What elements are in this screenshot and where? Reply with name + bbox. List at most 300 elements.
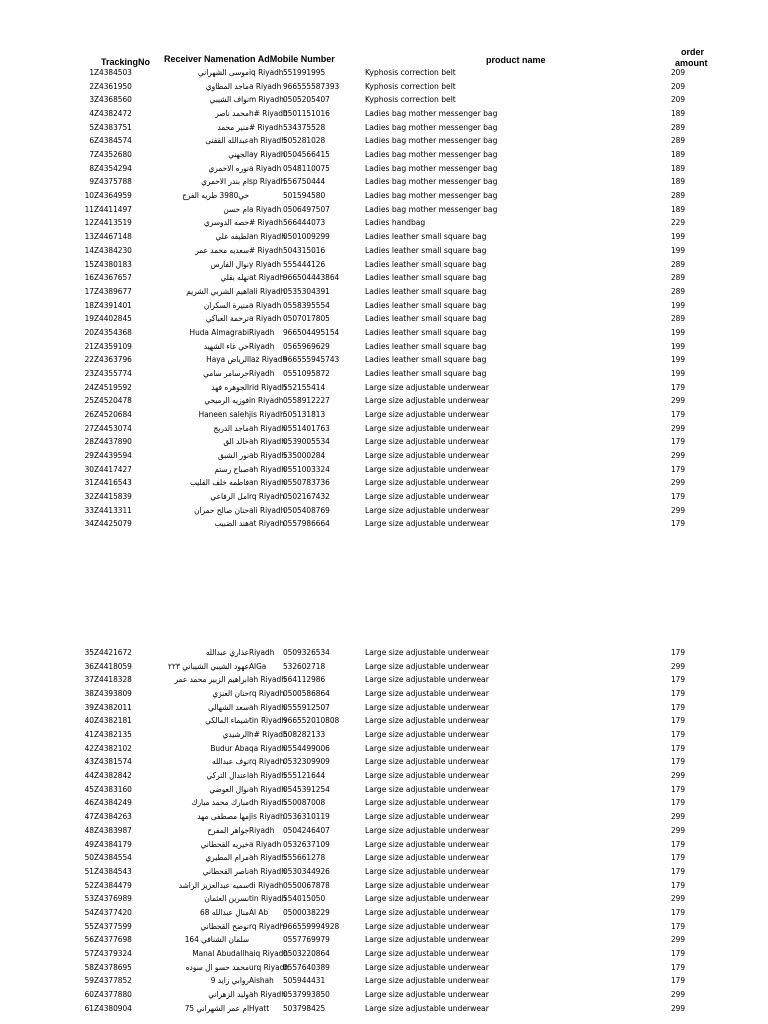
row-number: 26 [84, 409, 94, 419]
order-amount: 289 [671, 258, 686, 269]
order-amount: 289 [671, 272, 686, 283]
tracking-number: Z4377599 [94, 920, 132, 931]
order-amount: 299 [671, 824, 686, 835]
receiver-city: rq Riyadh [249, 756, 285, 767]
row-number: 5 [89, 121, 94, 132]
mobile-number: 503798425 [283, 1002, 326, 1013]
receiver-name: نوف عبدالله [212, 756, 249, 767]
tracking-number: Z4520478 [94, 395, 132, 406]
mobile-number: 552155414 [283, 381, 326, 392]
table-row [0, 312, 768, 326]
product-name: Large size adjustable underwear [365, 689, 489, 699]
receiver-city: dh Riyadh [249, 797, 287, 808]
tracking-number: Z4363796 [94, 354, 132, 365]
table-row [0, 701, 768, 715]
tracking-number: Z4389677 [94, 285, 132, 296]
row-number: 47 [84, 811, 94, 822]
order-amount: 299 [671, 770, 686, 781]
order-amount: 179 [671, 947, 686, 958]
order-amount: 289 [671, 121, 686, 132]
table-row [0, 271, 768, 285]
table-row [0, 435, 768, 449]
product-name: Large size adjustable underwear [365, 437, 489, 447]
row-number: 44 [84, 770, 94, 781]
table-row [0, 728, 768, 742]
tracking-number: Z4377852 [94, 975, 132, 986]
table-row [0, 175, 768, 189]
tracking-number: Z4453074 [94, 422, 132, 433]
receiver-name: محمد حسو ال سوده [185, 961, 249, 972]
receiver-city: a Riyadh [249, 313, 282, 324]
row-number: 32 [84, 491, 94, 502]
product-name: Large size adjustable underwear [365, 730, 489, 740]
receiver-name: جواهر المفرح [207, 824, 249, 835]
receiver-city: qa Riyadh [249, 742, 286, 753]
table-row [0, 851, 768, 865]
order-amount: 299 [671, 893, 686, 904]
product-name: Large size adjustable underwear [365, 648, 489, 657]
mobile-number: 555444126 [283, 258, 326, 269]
table-row [0, 646, 768, 660]
order-amount: 289 [671, 285, 686, 296]
table-row [0, 148, 768, 162]
receiver-city: a Riyadh [249, 80, 282, 91]
mobile-number: 0501009299 [283, 231, 330, 242]
tracking-number: Z4380904 [94, 1002, 132, 1013]
order-amount: 199 [671, 326, 686, 337]
table-row [0, 353, 768, 367]
mobile-number: 551991995 [283, 67, 326, 77]
mobile-number: 0539005534 [283, 436, 330, 447]
order-amount: 179 [671, 742, 686, 753]
tracking-number: Z4418328 [94, 674, 132, 685]
receiver-city: # Riyadh [249, 244, 283, 255]
receiver-city: rq Riyadh [249, 920, 285, 931]
receiver-city: a Riyadh [249, 838, 282, 849]
receiver-name: ام بندر الاحمري [201, 176, 249, 187]
table-row [0, 504, 768, 518]
table-row [0, 755, 768, 769]
receiver-city: AlGa [249, 660, 267, 671]
product-name: Ladies leather small square bag [365, 245, 487, 255]
tracking-number: Z4418059 [94, 660, 132, 671]
order-amount: 179 [671, 491, 686, 502]
mobile-number: 0557986664 [283, 518, 330, 529]
table-row [0, 340, 768, 354]
receiver-city: Riyadh [249, 326, 275, 337]
tracking-number: Z4415839 [94, 491, 132, 502]
order-amount: 179 [671, 756, 686, 767]
tracking-number: Z4375788 [94, 176, 132, 187]
receiver-name: سلمان الشنافي 164 [184, 934, 249, 945]
mobile-number: 966559994928 [283, 920, 340, 931]
product-name: Large size adjustable underwear [365, 702, 489, 712]
tracking-number: Z4381574 [94, 756, 132, 767]
product-name: Ladies bag mother messenger bag [365, 122, 498, 132]
product-name: Large size adjustable underwear [365, 784, 489, 794]
product-name: Large size adjustable underwear [365, 492, 489, 502]
row-number: 55 [84, 920, 94, 931]
mobile-number: 0551003324 [283, 463, 330, 474]
table-row [0, 299, 768, 313]
table-row [0, 988, 768, 1002]
order-amount: 179 [671, 797, 686, 808]
table-row [0, 796, 768, 810]
order-amount: 179 [671, 852, 686, 863]
mobile-number: 566444073 [283, 217, 326, 228]
product-name: Large size adjustable underwear [365, 464, 489, 474]
table-row [0, 906, 768, 920]
order-amount: 199 [671, 299, 686, 310]
tracking-number: Z4377880 [94, 989, 132, 999]
product-name: Large size adjustable underwear [365, 451, 489, 461]
product-name: Ladies bag mother messenger bag [365, 177, 498, 187]
mobile-number: 966555945743 [283, 354, 340, 365]
mobile-number: 555661278 [283, 852, 326, 863]
tracking-number: Z4411497 [94, 203, 132, 214]
product-name: Large size adjustable underwear [365, 396, 489, 406]
receiver-city: laz Riyadh [249, 354, 288, 365]
product-name: Large size adjustable underwear [365, 990, 489, 999]
table-row [0, 687, 768, 701]
table-row [0, 920, 768, 934]
receiver-name: نوضح القحطاني [200, 920, 249, 931]
row-number: 50 [84, 852, 94, 863]
product-name: Large size adjustable underwear [365, 962, 489, 972]
mobile-number: 0532309909 [283, 756, 330, 767]
mobile-number: 0505408769 [283, 504, 330, 515]
tracking-number: Z4384230 [94, 244, 132, 255]
tracking-number: Z4367657 [94, 272, 132, 283]
receiver-city: ay Riyadh [249, 149, 286, 160]
mobile-number: 554015050 [283, 893, 326, 904]
mobile-number: 0551095872 [283, 367, 330, 378]
mobile-number: 0537993850 [283, 989, 330, 999]
row-number: 37 [84, 674, 94, 685]
row-number: 39 [84, 701, 94, 712]
mobile-number: 501594580 [283, 190, 326, 201]
receiver-name: نور الشبق [218, 450, 249, 461]
tracking-number: Z4354368 [94, 326, 132, 337]
receiver-city: ah Riyadh [249, 674, 286, 685]
tracking-number: Z4413519 [94, 217, 132, 228]
mobile-number: 966552010808 [283, 715, 340, 726]
receiver-city: sp Riyadh [249, 176, 286, 187]
receiver-name: عبدالله القفنى [205, 135, 249, 146]
receiver-name: عهود الشيبي الشيباني ٢٢٣ [168, 660, 249, 671]
receiver-city: m Riyadh [249, 94, 284, 105]
tracking-number: Z4376989 [94, 893, 132, 904]
receiver-name: شيماء المالكي [205, 715, 249, 726]
tracking-number: Z4382472 [94, 108, 132, 119]
receiver-name: امل الرفاعي [210, 491, 249, 502]
order-amount: 299 [671, 477, 686, 488]
receiver-city: ah Riyadh [249, 783, 286, 794]
mobile-number: 0504566415 [283, 149, 330, 160]
mobile-number: 0532637109 [283, 838, 330, 849]
tracking-number: Z4393809 [94, 688, 132, 699]
product-name: Large size adjustable underwear [365, 716, 489, 726]
tracking-number: Z4384263 [94, 811, 132, 822]
receiver-name: نواف الشيبي [209, 94, 249, 105]
row-number: 4 [89, 108, 94, 119]
row-number: 28 [84, 436, 94, 447]
table-row [0, 258, 768, 272]
mobile-number: 504315016 [283, 244, 326, 255]
table-row [0, 367, 768, 381]
row-number: 61 [84, 1002, 94, 1013]
order-amount: 299 [671, 934, 686, 945]
mobile-number: 0507017805 [283, 313, 330, 324]
table-row [0, 476, 768, 490]
product-name: Large size adjustable underwear [365, 771, 489, 781]
mobile-number: 0551401763 [283, 422, 330, 433]
table-row [0, 933, 768, 947]
mobile-number: 534375528 [283, 121, 326, 132]
row-number: 57 [84, 947, 94, 958]
product-name: Ladies bag mother messenger bag [365, 163, 498, 173]
receiver-city: di Riyadh [249, 879, 284, 890]
product-name: Large size adjustable underwear [365, 948, 489, 958]
row-number: 7 [89, 149, 94, 160]
mobile-number: 0502167432 [283, 491, 330, 502]
product-name: Ladies leather small square bag [365, 327, 487, 337]
tracking-number: Z4377698 [94, 934, 132, 945]
order-amount: 289 [671, 313, 686, 324]
receiver-city: jis Riyadh [249, 409, 285, 419]
receiver-name: محمد ناصر [215, 108, 249, 119]
order-amount: 179 [671, 463, 686, 474]
tracking-number: Z4378695 [94, 961, 132, 972]
order-amount: 209 [671, 94, 686, 105]
table-row [0, 80, 768, 94]
mobile-number: 0558912227 [283, 395, 330, 406]
table-row [0, 783, 768, 797]
order-amount: 179 [671, 729, 686, 740]
order-amount: 299 [671, 1002, 686, 1013]
receiver-name: سميه عبدالعزيز الراشد [178, 879, 249, 890]
mobile-number: 532602718 [283, 660, 326, 671]
product-name: Large size adjustable underwear [365, 907, 489, 917]
tracking-number: Z4384543 [94, 865, 132, 876]
product-name: Ladies leather small square bag [365, 259, 487, 269]
receiver-name: فوزيه الرميحي [204, 395, 249, 406]
product-name: Ladies bag mother messenger bag [365, 136, 498, 146]
product-name: Ladies bag mother messenger bag [365, 150, 498, 160]
table-row [0, 216, 768, 230]
order-amount: 299 [671, 504, 686, 515]
order-amount: 199 [671, 244, 686, 255]
row-number: 6 [89, 135, 94, 146]
tracking-number: Z4437890 [94, 436, 132, 447]
order-amount: 299 [671, 989, 686, 999]
order-amount: 199 [671, 340, 686, 351]
row-number: 43 [84, 756, 94, 767]
table-row [0, 879, 768, 893]
mobile-number: 555121644 [283, 770, 326, 781]
order-amount: 199 [671, 354, 686, 365]
receiver-name: نوره الاحمري [208, 162, 249, 173]
row-number: 24 [84, 381, 94, 392]
table-row [0, 381, 768, 395]
product-name: Large size adjustable underwear [365, 839, 489, 849]
receiver-name: منيرة السكران [203, 299, 249, 310]
order-amount: 289 [671, 190, 686, 201]
mobile-number: 0500038229 [283, 906, 330, 917]
tracking-number: Z4382842 [94, 770, 132, 781]
table-row [0, 714, 768, 728]
receiver-name: اهيم الشربي الشريم [186, 285, 249, 296]
mobile-number: 966504443864 [283, 272, 340, 283]
product-name: Large size adjustable underwear [365, 853, 489, 863]
receiver-name: حنان العنزي [212, 688, 249, 699]
table-row [0, 422, 768, 436]
order-amount: 229 [671, 217, 686, 228]
row-number: 21 [84, 340, 94, 351]
receiver-name: سعد الشهالي [208, 701, 249, 712]
table-row [0, 892, 768, 906]
mobile-number: 0509326534 [283, 647, 330, 657]
tracking-number: Z4382181 [94, 715, 132, 726]
mobile-number: 0557769979 [283, 934, 330, 945]
table-row [0, 742, 768, 756]
receiver-city: Riyadh [249, 824, 275, 835]
row-number: 49 [84, 838, 94, 849]
order-amount: 179 [671, 701, 686, 712]
row-number: 15 [84, 258, 94, 269]
header-order: order [681, 47, 705, 57]
tracking-number: Z4377420 [94, 906, 132, 917]
table-row [0, 107, 768, 121]
tracking-number: Z4380183 [94, 258, 132, 269]
row-number: 51 [84, 865, 94, 876]
receiver-name: حرسامر سامي [203, 367, 249, 378]
tracking-number: Z4384179 [94, 838, 132, 849]
receiver-city: a Riyadh [249, 162, 282, 173]
receiver-name: نهله بقلي [220, 272, 249, 283]
receiver-name: الجوهره فهد [211, 381, 249, 392]
mobile-number: 0506497507 [283, 203, 330, 214]
receiver-city: h# Riyadh [249, 729, 288, 740]
tracking-number: Z4384574 [94, 135, 132, 146]
table-row [0, 326, 768, 340]
row-number: 52 [84, 879, 94, 890]
table-row [0, 449, 768, 463]
row-number: 8 [89, 162, 94, 173]
receiver-name: حصه الدوسري [204, 217, 249, 228]
product-name: Large size adjustable underwear [365, 894, 489, 904]
product-name: Large size adjustable underwear [365, 757, 489, 767]
order-amount: 299 [671, 450, 686, 461]
mobile-number: 505944431 [283, 975, 326, 986]
row-number: 25 [84, 395, 94, 406]
product-name: Large size adjustable underwear [365, 661, 489, 671]
receiver-city: in Riyadh [249, 395, 284, 406]
table-row [0, 824, 768, 838]
receiver-name: مها مصطفى مهد [197, 811, 249, 822]
receiver-city: rq Riyadh [249, 688, 285, 699]
table-row [0, 230, 768, 244]
receiver-city: an Riyadh [249, 231, 286, 242]
mobile-number: 0504246407 [283, 824, 330, 835]
product-name: Large size adjustable underwear [365, 410, 489, 419]
receiver-name: سعديه محمد عمر [195, 244, 249, 255]
row-number: 56 [84, 934, 94, 945]
receiver-name: ناصر القحطاني [202, 865, 249, 876]
product-name: Large size adjustable underwear [365, 675, 489, 685]
row-number: 38 [84, 688, 94, 699]
receiver-city: # Riyadh [249, 121, 283, 132]
order-amount: 189 [671, 149, 686, 160]
mobile-number: 0554499006 [283, 742, 330, 753]
header-amount: amount [675, 58, 708, 68]
receiver-city: Riyadh [249, 367, 275, 378]
row-number: 22 [84, 354, 94, 365]
receiver-name: ماجد المطاوي [205, 80, 249, 91]
receiver-city: Hyatt [249, 1002, 270, 1013]
mobile-number: 0536310119 [283, 811, 330, 822]
receiver-name: هند الضبيب [214, 518, 249, 529]
order-amount: 299 [671, 395, 686, 406]
receiver-city: ab Riyadh [249, 450, 286, 461]
order-amount: 179 [671, 674, 686, 685]
product-name: Kyphosis correction belt [365, 68, 456, 77]
row-number: 17 [84, 285, 94, 296]
tracking-number: Z4416543 [94, 477, 132, 488]
product-name: Large size adjustable underwear [365, 423, 489, 433]
product-name: Ladies leather small square bag [365, 368, 487, 378]
table-row [0, 134, 768, 148]
receiver-city: at Riyadh [249, 518, 285, 529]
order-amount: 179 [671, 381, 686, 392]
table-row [0, 810, 768, 824]
product-name: Ladies leather small square bag [365, 314, 487, 324]
table-row [0, 769, 768, 783]
mobile-number: 0501151016 [283, 108, 330, 119]
receiver-city: Riyadh [249, 340, 275, 351]
row-number: 46 [84, 797, 94, 808]
receiver-city: ali Riyadh [249, 504, 286, 515]
row-number: 23 [84, 367, 94, 378]
row-number: 20 [84, 326, 94, 337]
tracking-number: Z4425079 [94, 518, 132, 529]
header-product-name: product name [486, 55, 546, 65]
table-row [0, 490, 768, 504]
mobile-number: 505131813 [283, 409, 326, 419]
row-number: 1 [89, 67, 94, 77]
row-number: 12 [84, 217, 94, 228]
order-amount: 299 [671, 422, 686, 433]
receiver-name: لطيفه علي [215, 231, 249, 242]
row-number: 58 [84, 961, 94, 972]
tracking-number: Z4352680 [94, 149, 132, 160]
product-name: Large size adjustable underwear [365, 743, 489, 753]
order-amount: 209 [671, 80, 686, 91]
receiver-name: منال عبدالله 68 [200, 906, 249, 917]
tracking-number: Z4384554 [94, 852, 132, 863]
receiver-name: Haneen saleh [198, 409, 249, 419]
row-number: 9 [89, 176, 94, 187]
receiver-city: y Riyadh [249, 258, 282, 269]
receiver-city: # Riyadh [249, 217, 283, 228]
receiver-name: وليد الزهراني [208, 989, 249, 999]
receiver-city: ah Riyadh [249, 770, 286, 781]
tracking-number: Z4413311 [94, 504, 132, 515]
receiver-name: مبارك محمد مبارك [191, 797, 249, 808]
table-row [0, 517, 768, 531]
product-name: Large size adjustable underwear [365, 798, 489, 808]
order-amount: 179 [671, 518, 686, 529]
